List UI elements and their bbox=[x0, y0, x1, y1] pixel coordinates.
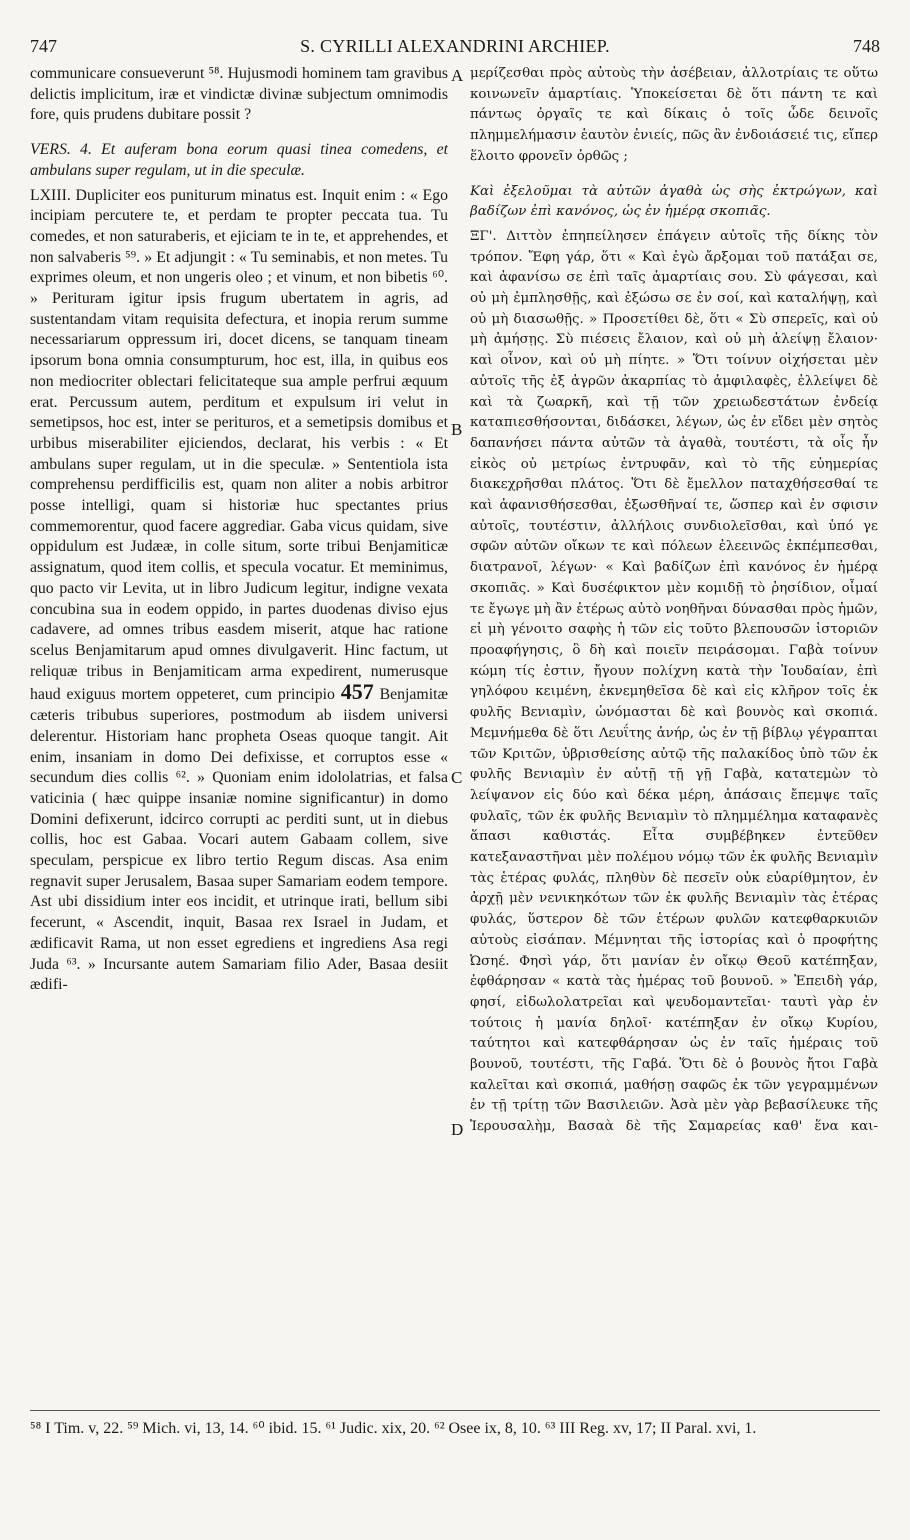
latin-verse: VERS. 4. Et auferam bona eorum quasi tinea comedens, et ambulans super regulam, ut in die speculæ. bbox=[30, 141, 448, 179]
latin-column bbox=[30, 64, 448, 1408]
margin-letter-c: C bbox=[451, 768, 463, 787]
latin-paragraph-2-cont: Benjamitæ cæteris tribubus superiores, postmodum ab iisdem universi delerentur. Historiam hanc propheta Oseas quoque tangit. Ait enim, insaniam in domo Dei defixisse, et corruptos esse « secundum dies collis ⁶². » Quoniam enim idololatrias, et falsa vaticinia ( hæc quippe insaniæ nomine significantur) in domo Domini defixerunt, idcirco corrupti ac perditi sunt, ut in diebus collis, hoc est Gabaa. Vocari autem Gabaam collem, sive speculam, perspicue ex libro tertio Regum discas. Asa enim regnavit super Jerusalem, Basaa super Samariam eodem tempore. Ast ubi dissidium inter eos incidit, et utrinque irati, bellum sibi fecerunt, « Ascendit, inquit, Basaa rex Israel in Judam, et ædificavit Rama, ut non esset egrediens et ingrediens Asa regi Juda ⁶³. » Incursante autem Samariam filio Ader, Basaa desiit ædifi- bbox=[30, 686, 448, 994]
greek-verse: Καὶ ἐξελοῦμαι τὰ αὐτῶν ἀγαθὰ ὡς σὴς ἐκτρώγων, καὶ βαδίζων ἐπὶ κανόνος, ὡς ἐν ἡμέρᾳ σκοπιᾶς. bbox=[470, 183, 878, 220]
page-number-left: 747 bbox=[30, 36, 57, 56]
latin-paragraph-2-text: LXIII. Dupliciter eos puniturum minatus est. Inquit enim : « Ego incipiam percutere te, et perdam te propter peccata tua. Tu comedes, et non saturaberis, et ejiciam te in te, et apprehendes, et non salvaberis ⁵⁹. » Et adjungit : « Tu seminabis, et non metes. Tu exprimes oleum, et non ungeris oleo ; et vinum, et non bibetis ⁶⁰. » Perituram igitur ipsis frugum ubertatem in agris, ad sustentandam vitam requisita defectura, et inopia rerum summe necessariarum oppressum iri, docet dicens, se tanquam tineam ipsorum bona omnia consumpturum, hoc est, illa, in quibus eos non mediocriter oblectari felicitateque sua ample perfrui æquum erat. Percussum autem, perditum et expulsum iri velut in semetipsos, hoc est, inter se perituros, et a semetipsis domibus et urbibus miserabiliter ejiciendos, declarat, his verbis : « Et ambulans super regulam, ut in die speculæ. » Sententiola ista comprehensu perdifficilis est, quam non aliter a nobis arbitror posse intelligi, quam si historiæ huc spectantes prius commemorentur, quod facere aggrediar. Gaba vicus quidam, sive oppidulum est Judææ, in colle situm, sorte tribui Benjamiticæ assignatum, quod item collis, et specula vocatur. Et meminimus, quo pacto vir Levita, ut in libro Judicum legitur, indigne vexata concubina sua in eodem oppido, in partes duodenas diviso ejus cadavere, ad omnes tribus easdem miserit, atque hac ratione scelus Benjamitarum apud omnes divulgaverit. Hinc factum, ut reliquæ tribus in Benjamiticam arma expedirent, numerusque haud exiguus mortem oppeteret, cum principio bbox=[30, 186, 448, 704]
margin-letter-a: A bbox=[451, 66, 464, 85]
running-title: S. CYRILLI ALEXANDRINI ARCHIEP. bbox=[300, 36, 610, 56]
footnotes bbox=[30, 1418, 880, 1439]
footnote-rule bbox=[30, 1410, 880, 1411]
greek-paragraph-1: μερίζεσθαι πρὸς αὐτοὺς τὴν ἀσέβειαν, ἀλλοτρίαις τε οὕτω κοινωνεῖν ἁμαρτίαις. Ὑποκείσεται δὲ ὅτι πάντη τε καὶ πάντως ὀργαῖς τε καὶ δίκαις ὁ τοῖς ὧδε δεινοῖς πλημμελήμασιν ἑαυτὸν ἐνιείς, πῶς ἂν ἐνδοιάσειέ τις, εἴπερ ἕλοιτο φρονεῖν ὀρθῶς ; bbox=[470, 66, 878, 164]
column-number: 457 bbox=[340, 679, 374, 705]
margin-letter-b: B bbox=[451, 420, 463, 439]
running-header bbox=[30, 36, 880, 58]
greek-paragraph-2: ΞΓ'. Διττὸν ἐπηπείλησεν ἐπάγειν αὐτοῖς τῆς δίκης τὸν τρόπον. Ἔφη γάρ, ὅτι « Καὶ ἐγὼ ἄρξομαι τοῦ πατάξαι σε, καὶ ἀφανίσω σε ἐπὶ ταῖς ἁμαρτίαις σου. Σὺ φάγεσαι, καὶ οὐ μὴ ἐμπλησθῇς, καὶ ἐξώσω σε ἐν σοί, καὶ καταλήψῃ, καὶ οὐ μὴ διασωθῇς. » Προσετίθει δὲ, ὅτι « Σὺ σπερεῖς, καὶ οὐ μὴ ἀμήσῃς. Σὺ πιέσεις ἔλαιον, καὶ οὐ μὴ ἀλείψῃ ἔλαιον· καὶ οἶνον, καὶ οὐ μὴ πίητε. » Ὅτι τοίνυν οἰχήσεται μὲν αὐτοῖς τῆς ἐξ ἀγρῶν ἀκαρπίας τὸ ἀμφιλαφὲς, ἐλλείψει δὲ καὶ τὰ ζωαρκῆ, καὶ τῇ τῶν χρειωδεστάτων ἐνδείᾳ καταπιεσθήσονται, διδάσκει, λέγων, ὡς ἐν εἴδει μὲν σητὸς δαπανήσει πάντα αὐτῶν τὰ ἀγαθὰ, τουτέστι, τὰ οἷς ἦν εἰκὸς οὐ μετρίως ἐντρυφᾶν, καὶ τὸ τῆς εὐημερίας διακεχρῆσθαι πλάτος. Ὅτι δὲ ἔμελλον παταχθήσεσθαί τε καὶ ἀφανισθήσεσθαι, ἐξωσθῆναί τε, ὥσπερ καὶ ἐν σφισιν αὐτοῖς, τουτέστιν, ἀλλήλοις συνδιολεῖσθαι, καὶ ὑπό γε σφῶν αὐτῶν οἴκων τε καὶ πόλεων ἐλεεινῶς ἐκπέμπεσθαι, διατρανοῖ, λέγων· « Καὶ βαδίζων ἐπὶ κανόνος ἐν ἡμέρᾳ σκοπιᾶς. » Καὶ δυσέφικτον μὲν κομιδῇ τὸ ῥησίδιον, οἶμαί τε ἔγωγε μὴ ἂν ἑτέρως αὐτὸ νοηθῆναι δύνασθαι πρὸς ἡμῶν, εἰ μὴ γένοιτο σαφὴς ἡ τῶν εἰς τοῦτο βλεπουσῶν ἱστοριῶν προαφήγησις, ὃ δὴ καὶ ποιεῖν πειράσομαι. Γαβὰ τοίνυν κώμη τίς ἐστιν, ἤγουν πολίχνη κατὰ τὴν Ἰουδαίαν, ἐπὶ γηλόφου κειμένη, ἐκνεμηθεῖσα δὲ καὶ εἰς κλῆρον τοῖς ἐκ φυλῆς Βενιαμὶν, ὠνόμασται δὲ καὶ βουνὸς καὶ σκοπιά. Μεμνήμεθα δὲ ὅτι Λευΐτης ἀνήρ, ὡς ἐν τῇ βίβλῳ γέγραπται τῶν Κριτῶν, ὑβρισθείσης αὐτῷ τῆς παλακίδος ὑπὸ τῶν ἐκ φυλῆς Βενιαμὶν ἐν αὐτῇ τῇ γῇ Γαβὰ, κατατεμὼν τὸ λείψανον εἰς δύο καὶ δέκα μέρη, ἁπάσαις ἔπεμψε ταῖς φυλαῖς, τῶν ἐκ φυλῆς Βενιαμὶν τὸ πλημμέλημα καταφανὲς ἅπασι καθιστάς. Εἶτα συμβέβηκεν ἐντεῦθεν κατεξαναστῆναι μὲν πολέμου νόμῳ τῶν ἐκ φυλῆς Βενιαμὶν τὰς ἑτέρας φυλάς, πληθὺν δὲ πεσεῖν οὐκ εὐαρίθμητον, ἐν ἀρχῇ μὲν νενικηκότων τῶν ἐκ φυλῆς Βενιαμὶν τὰς ἑτέρας φυλάς, ὕστερον δὲ τῶν ἑτέρων φυλῶν κατεφθαρκυιῶν αὐτοὺς εἰσάπαν. Μέμνηται τῆς ἱστορίας καὶ ὁ προφήτης Ὠσηέ. Φησὶ γάρ, ὅτι μανίαν ἐν οἴκῳ Θεοῦ κατέπηξαν, ἐφθάρησαν « κατὰ τὰς ἡμέρας τοῦ βουνοῦ. » Ἐπειδὴ γάρ, φησί, εἰδωλολατρεῖαι καὶ ψευδομαντεῖαι· ταυτὶ γὰρ ἐν τούτοις ἡ μανία δηλοῖ· κατέπηξαν ἐν οἴκῳ Κυρίου, ταύτητοι καὶ κατεφθάρησαν ὡς ἐν ταῖς ἡμέραις τοῦ βουνοῦ, τουτέστι, τῆς Γαβά. Ὅτι δὲ ὁ βουνὸς ἤτοι Γαβὰ καλεῖται καὶ σκοπιά, μαθήσῃ σαφῶς ἐκ τῶν γεγραμμένων ἐν τῇ τρίτῃ τῶν Βασιλειῶν. Ἀσὰ μὲν γὰρ βεβασίλευκε τῆς Ἱερουσαλὴμ, Βασαὰ δὲ τῆς Σαμαρείας καθ' ἕνα και- bbox=[470, 228, 878, 1135]
latin-paragraph-2 bbox=[30, 186, 448, 996]
page-number-right: 748 bbox=[853, 36, 880, 56]
margin-letter-d: D bbox=[451, 1120, 464, 1139]
greek-column bbox=[470, 64, 878, 1408]
footnote-text: ⁵⁸ I Tim. v, 22. ⁵⁹ Mich. vi, 13, 14. ⁶⁰ ibid. 15. ⁶¹ Judic. xix, 20. ⁶² Osee ix, 8, 10. ⁶³ III Reg. xv, 17; II Paral. xvi, 1. bbox=[30, 1420, 757, 1437]
latin-paragraph-1: communicare consueverunt ⁵⁸. Hujusmodi hominem tam gravibus delictis implicitum, iræ et vindictæ divinæ subjectum omnimodis fore, quis prudens dubitare possit ? bbox=[30, 65, 448, 124]
